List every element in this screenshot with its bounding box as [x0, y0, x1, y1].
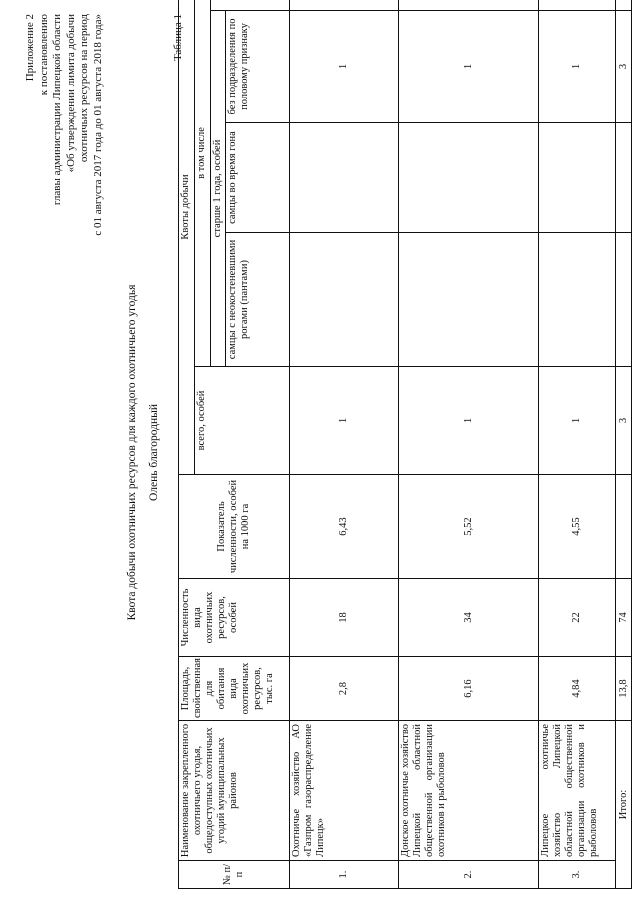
cell-num: 2. — [399, 861, 539, 889]
cell-males-rut — [289, 123, 399, 233]
cell-num: 3. — [539, 861, 616, 889]
totals-area: 13,8 — [616, 657, 632, 721]
quota-table — [178, 0, 632, 889]
cell-total: 1 — [289, 367, 399, 475]
cell-name: Охотничье хозяйство АО «Газпром газораспределение Липецк» — [289, 721, 399, 861]
totals-count: 74 — [616, 579, 632, 657]
header-males-rut: самцы во время гона — [226, 123, 289, 233]
appendix-line: «Об утверждении лимита добычи — [64, 14, 77, 173]
appendix-header — [24, 14, 106, 474]
appendix-line: охотничьих ресурсов на период — [78, 14, 91, 163]
totals-males-unossified — [616, 233, 632, 367]
header-in-that: в том числе — [194, 0, 210, 367]
cell-count: 34 — [399, 579, 539, 657]
totals-no-sex: 3 — [616, 11, 632, 123]
cell-males-unossified — [289, 233, 399, 367]
appendix-line: главы администрации Липецкой области — [51, 14, 64, 206]
header-total: всего, особей — [194, 367, 289, 475]
header-no-sex: без подразделения по половому признаку — [226, 11, 289, 123]
cell-density: 5,52 — [399, 475, 539, 579]
cell-area: 4,84 — [539, 657, 616, 721]
table-row — [289, 0, 399, 889]
cell-males-rut — [539, 123, 616, 233]
table-number: Таблица 1 — [172, 14, 184, 62]
cell-density: 6,43 — [289, 475, 399, 579]
header-area: Площадь, свойственная для обитания вида охотничьих ресурсов, тыс. га — [179, 657, 290, 721]
cell-under1 — [539, 0, 616, 11]
table-row — [399, 0, 539, 889]
cell-num: 1. — [289, 861, 399, 889]
header-count: Численность вида охотничьих ресурсов, особей — [179, 579, 290, 657]
header-quotas: Квоты добычи — [179, 0, 195, 475]
species-heading: Олень благородный — [148, 403, 160, 502]
cell-under1 — [399, 0, 539, 11]
cell-total: 1 — [539, 367, 616, 475]
header-older: старше 1 года, особей — [210, 11, 226, 367]
cell-area: 2,8 — [289, 657, 399, 721]
header-males-unossified: самцы с неокостеневшими рогами (пантами) — [226, 233, 289, 367]
cell-males-unossified — [399, 233, 539, 367]
cell-area: 6,16 — [399, 657, 539, 721]
header-num: № п/п — [179, 861, 290, 889]
cell-males-rut — [399, 123, 539, 233]
appendix-line: с 01 августа 2017 года до 01 августа 2018 года» — [91, 14, 104, 236]
appendix-line: к постановлению — [37, 14, 50, 96]
totals-density — [616, 475, 632, 579]
cell-under1 — [289, 0, 399, 11]
cell-no-sex: 1 — [289, 11, 399, 123]
cell-name: Донское охотничье хозяйство Липецкой областной общественной организации охотников и рыболовов — [399, 721, 539, 861]
cell-no-sex: 1 — [539, 11, 616, 123]
header-under1 — [210, 0, 289, 11]
cell-density: 4,55 — [539, 475, 616, 579]
totals-label: Итого: — [616, 721, 632, 889]
table-row — [539, 0, 616, 889]
cell-total: 1 — [399, 367, 539, 475]
totals-total: 3 — [616, 367, 632, 475]
header-name: Наименование закрепленного охотничьего угодья, общедоступных охотничьих угодий муниципальных районов — [179, 721, 290, 861]
header-row — [179, 0, 195, 889]
document-title: Квота добычи охотничьих ресурсов для каждого охотничьего угодья — [126, 284, 138, 621]
totals-males-rut — [616, 123, 632, 233]
appendix-line: Приложение 2 — [24, 14, 36, 82]
cell-name: Липецкое охотничье хозяйство Липецкой областной общественной организации охотников и рыболовов — [539, 721, 616, 861]
header-density: Показатель численности, особей на 1000 га — [179, 475, 290, 579]
cell-males-unossified — [539, 233, 616, 367]
cell-count: 18 — [289, 579, 399, 657]
cell-count: 22 — [539, 579, 616, 657]
cell-no-sex: 1 — [399, 11, 539, 123]
totals-under1 — [616, 0, 632, 11]
totals-row — [616, 0, 632, 889]
